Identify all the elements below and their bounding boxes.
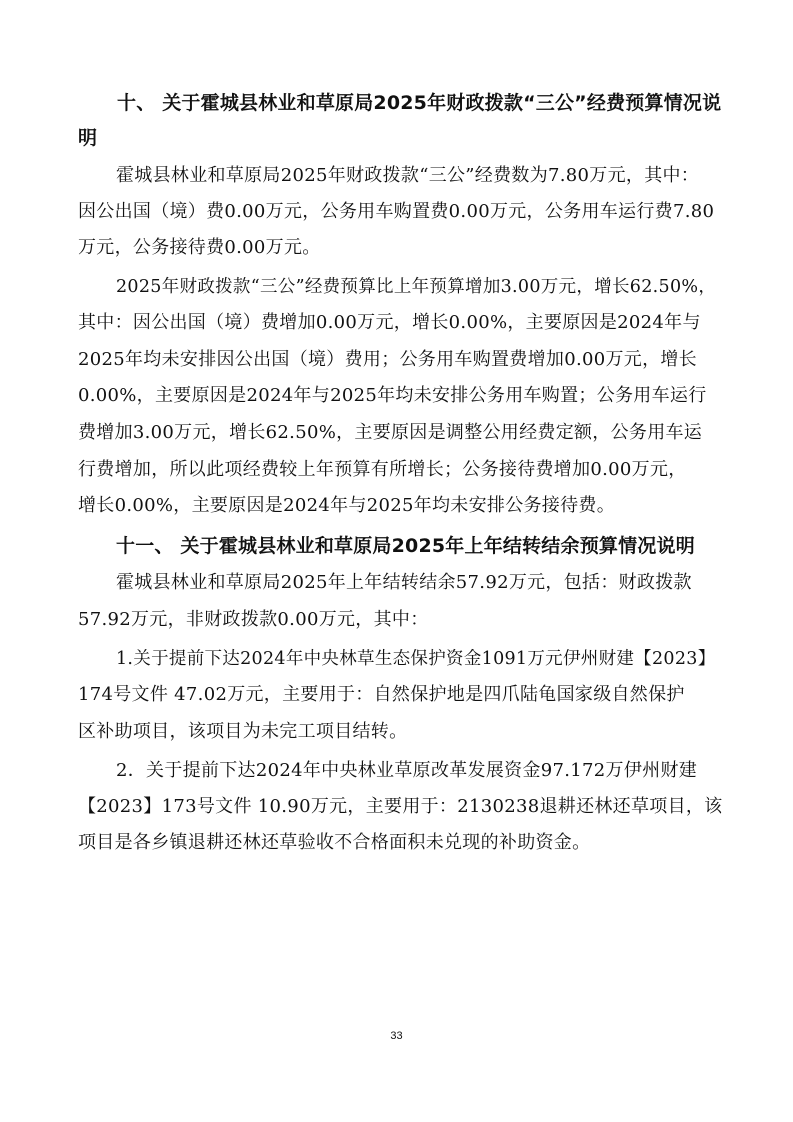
section-11-item-2-line-1: 2．关于提前下达2024年中央林业草原改革发展资金97.172万伊州财建: [116, 760, 698, 781]
section-10-para-1-line-2: 因公出国（境）费0.00万元，公务用车购置费0.00万元，公务用车运行费7.80: [78, 201, 715, 222]
section-11-item-2-line-2: 【2023】173号文件 10.90万元，主要用于：2130238退耕还林还草项目，该: [78, 796, 723, 817]
section-10-para-2-line-5: 费增加3.00万元，增长62.50%，主要原因是调整公用经费定额，公务用车运: [78, 422, 703, 443]
section-10-heading-line-2: 明: [78, 127, 98, 149]
section-11-item-1-line-3: 区补助项目，该项目为未完工项目结转。: [78, 721, 408, 742]
section-10-para-2-line-2: 其中：因公出国（境）费增加0.00万元，增长0.00%，主要原因是2024年与: [78, 312, 701, 333]
section-11-heading: 十一、 关于霍城县林业和草原局2025年上年结转结余预算情况说明: [116, 535, 695, 557]
section-11-para-1-line-2: 57.92万元，非财政拨款0.00万元，其中：: [78, 609, 429, 630]
section-10-para-2-line-7: 增长0.00%，主要原因是2024年与2025年均未安排公务接待费。: [78, 495, 615, 516]
section-10-para-2-line-6: 行费增加，所以此项经费较上年预算有所增长；公务接待费增加0.00万元，: [78, 459, 687, 480]
section-11-item-1-line-1: 1.关于提前下达2024年中央林草生态保护资金1091万元伊州财建【2023】: [116, 649, 716, 669]
section-10-para-1-line-3: 万元，公务接待费0.00万元。: [78, 237, 321, 258]
section-10-para-1-line-1: 霍城县林业和草原局2025年财政拨款“三公”经费数为7.80万元，其中：: [116, 165, 700, 186]
section-11-item-2-line-3: 项目是各乡镇退耕还林还草验收不合格面积未兑现的补助资金。: [78, 832, 591, 853]
section-11-para-1-line-1: 霍城县林业和草原局2025年上年结转结余57.92万元，包括：财政拨款: [116, 572, 692, 593]
section-10-heading-line-1: 十、 关于霍城县林业和草原局2025年财政拨款“三公”经费预算情况说: [117, 92, 722, 114]
section-10-para-2-line-3: 2025年均未安排因公出国（境）费用；公务用车购置费增加0.00万元，增长: [78, 349, 697, 370]
page-number: 33: [390, 1030, 403, 1042]
section-11-item-1-line-2: 174号文件 47.02万元，主要用于：自然保护地是四爪陆龟国家级自然保护: [78, 684, 685, 705]
section-10-para-2-line-1: 2025年财政拨款“三公”经费预算比上年预算增加3.00万元，增长62.50%，: [116, 277, 717, 297]
section-10-para-2-line-4: 0.00%，主要原因是2024年与2025年均未安排公务用车购置；公务用车运行: [78, 385, 707, 406]
